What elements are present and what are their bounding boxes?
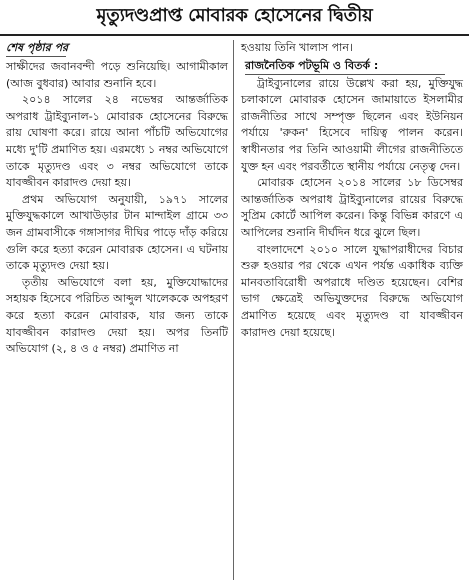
paragraph: ২০১৪ সালের ২৪ নভেম্বর আন্তর্জাতিক অপরাধ ট্রাইব্যুনাল-১ মোবারক হোসেনের বিরুদ্ধে রায় ঘোষণা করে। রায়ে আনা পাঁচটি অভিযোগের মধ্যে দু'টি প্রমাণিত হয়। এরমধ্যে ১ নম্বর অভিযোগে তাকে মৃত্যুদণ্ড এবং ৩ নম্বর অভিযোগে তাকে যাবজ্জীবন কারাদণ্ড দেয়া হয়। — [6, 93, 228, 190]
headline-rule — [0, 34, 469, 36]
left-column — [6, 40, 228, 358]
headline: মৃত্যুদণ্ডপ্রাপ্ত মোবারক হোসেনের দ্বিতীয় — [96, 5, 373, 26]
column-divider — [233, 40, 234, 580]
kicker-underline — [6, 56, 66, 57]
paragraph: তৃতীয় অভিযোগে বলা হয়, মুক্তিযোদ্ধাদের সহায়ক হিসেবে পরিচিত আব্দুল খালেককে অপহরণ করে হত্যা করেন মোবারক, যার জন্য তাকে যাবজ্জীবন কারাদণ্ড দেয়া হয়। অপর তিনটি অভিযোগ (২, ৪ ও ৫ নম্বর) প্রমাণিত না — [6, 275, 228, 356]
paragraph: প্রথম অভিযোগ অনুযায়ী, ১৯৭১ সালের মুক্তিযুদ্ধকালে আখাউড়ার টান মান্দাইল গ্রামে ৩৩ জন গ্রামবাসীকে গঙ্গাসাগর দীঘির পাড়ে দাঁড় করিয়ে গুলি করে হত্যা করেন মোবারক হোসেন। এ ঘটনায় তাকে মৃত্যুদণ্ড দেয়া হয়। — [6, 192, 228, 273]
right-column — [241, 40, 463, 341]
paragraph: মোবারক হোসেন ২০১৪ সালের ১৮ ডিসেম্বর আন্তর্জাতিক অপরাধ ট্রাইব্যুনালের রায়ের বিরুদ্ধে সুপ্রিম কোর্টে আপিল করেন। কিন্তু বিভিন্ন কারণে এ আপিলের শুনানি দীর্ঘদিন ধরে ঝুলে ছিল। — [241, 176, 463, 239]
subheading-underline — [245, 74, 445, 75]
continued-from-label: শেষ পৃষ্ঠার পর — [6, 41, 69, 54]
section-subheading: রাজনৈতিক পটভূমি ও বিতর্ক : — [245, 58, 379, 72]
paragraph-continuation: হওয়ায় তিনি খালাস পান। — [241, 41, 353, 54]
paragraph: সাক্ষীদের জবানবন্দী পড়ে শুনিয়েছি। আগামীকাল (আজ বুধবার) আবার শুনানি হবে। — [6, 60, 228, 90]
paragraph: ট্রাইব্যুনালের রায়ে উল্লেখ করা হয়, মুক্তিযুদ্ধ চলাকালে মোবারক হোসেন জামায়াতে ইসলামীর রাজনীতির সাথে সম্পৃক্ত ছিলেন এবং ইউনিয়ন পর্যায়ে 'রুকন' হিসেবে দায়িত্ব পালন করেন। স্বাধীনতার পর তিনি আওয়ামী লীগের রাজনীতিতে যুক্ত হন এবং পরবর্তীতে স্থানীয় পর্যায়ে নেতৃত্ব দেন। — [241, 76, 463, 173]
paragraph: বাংলাদেশে ২০১০ সালে যুদ্ধাপরাধীদের বিচার শুরু হওয়ার পর থেকে এখন পর্যন্ত একাধিক ব্যক্তি মানবতাবিরোধী অপরাধে দণ্ডিত হয়েছেন। বেশির ভাগ ক্ষেত্রেই অভিযুক্তদের বিরুদ্ধে অভিযোগ প্রমাণিত হয়েছে এবং মৃত্যুদণ্ড বা যাবজ্জীবন কারাদণ্ড দেয়া হয়েছে। — [241, 242, 463, 339]
